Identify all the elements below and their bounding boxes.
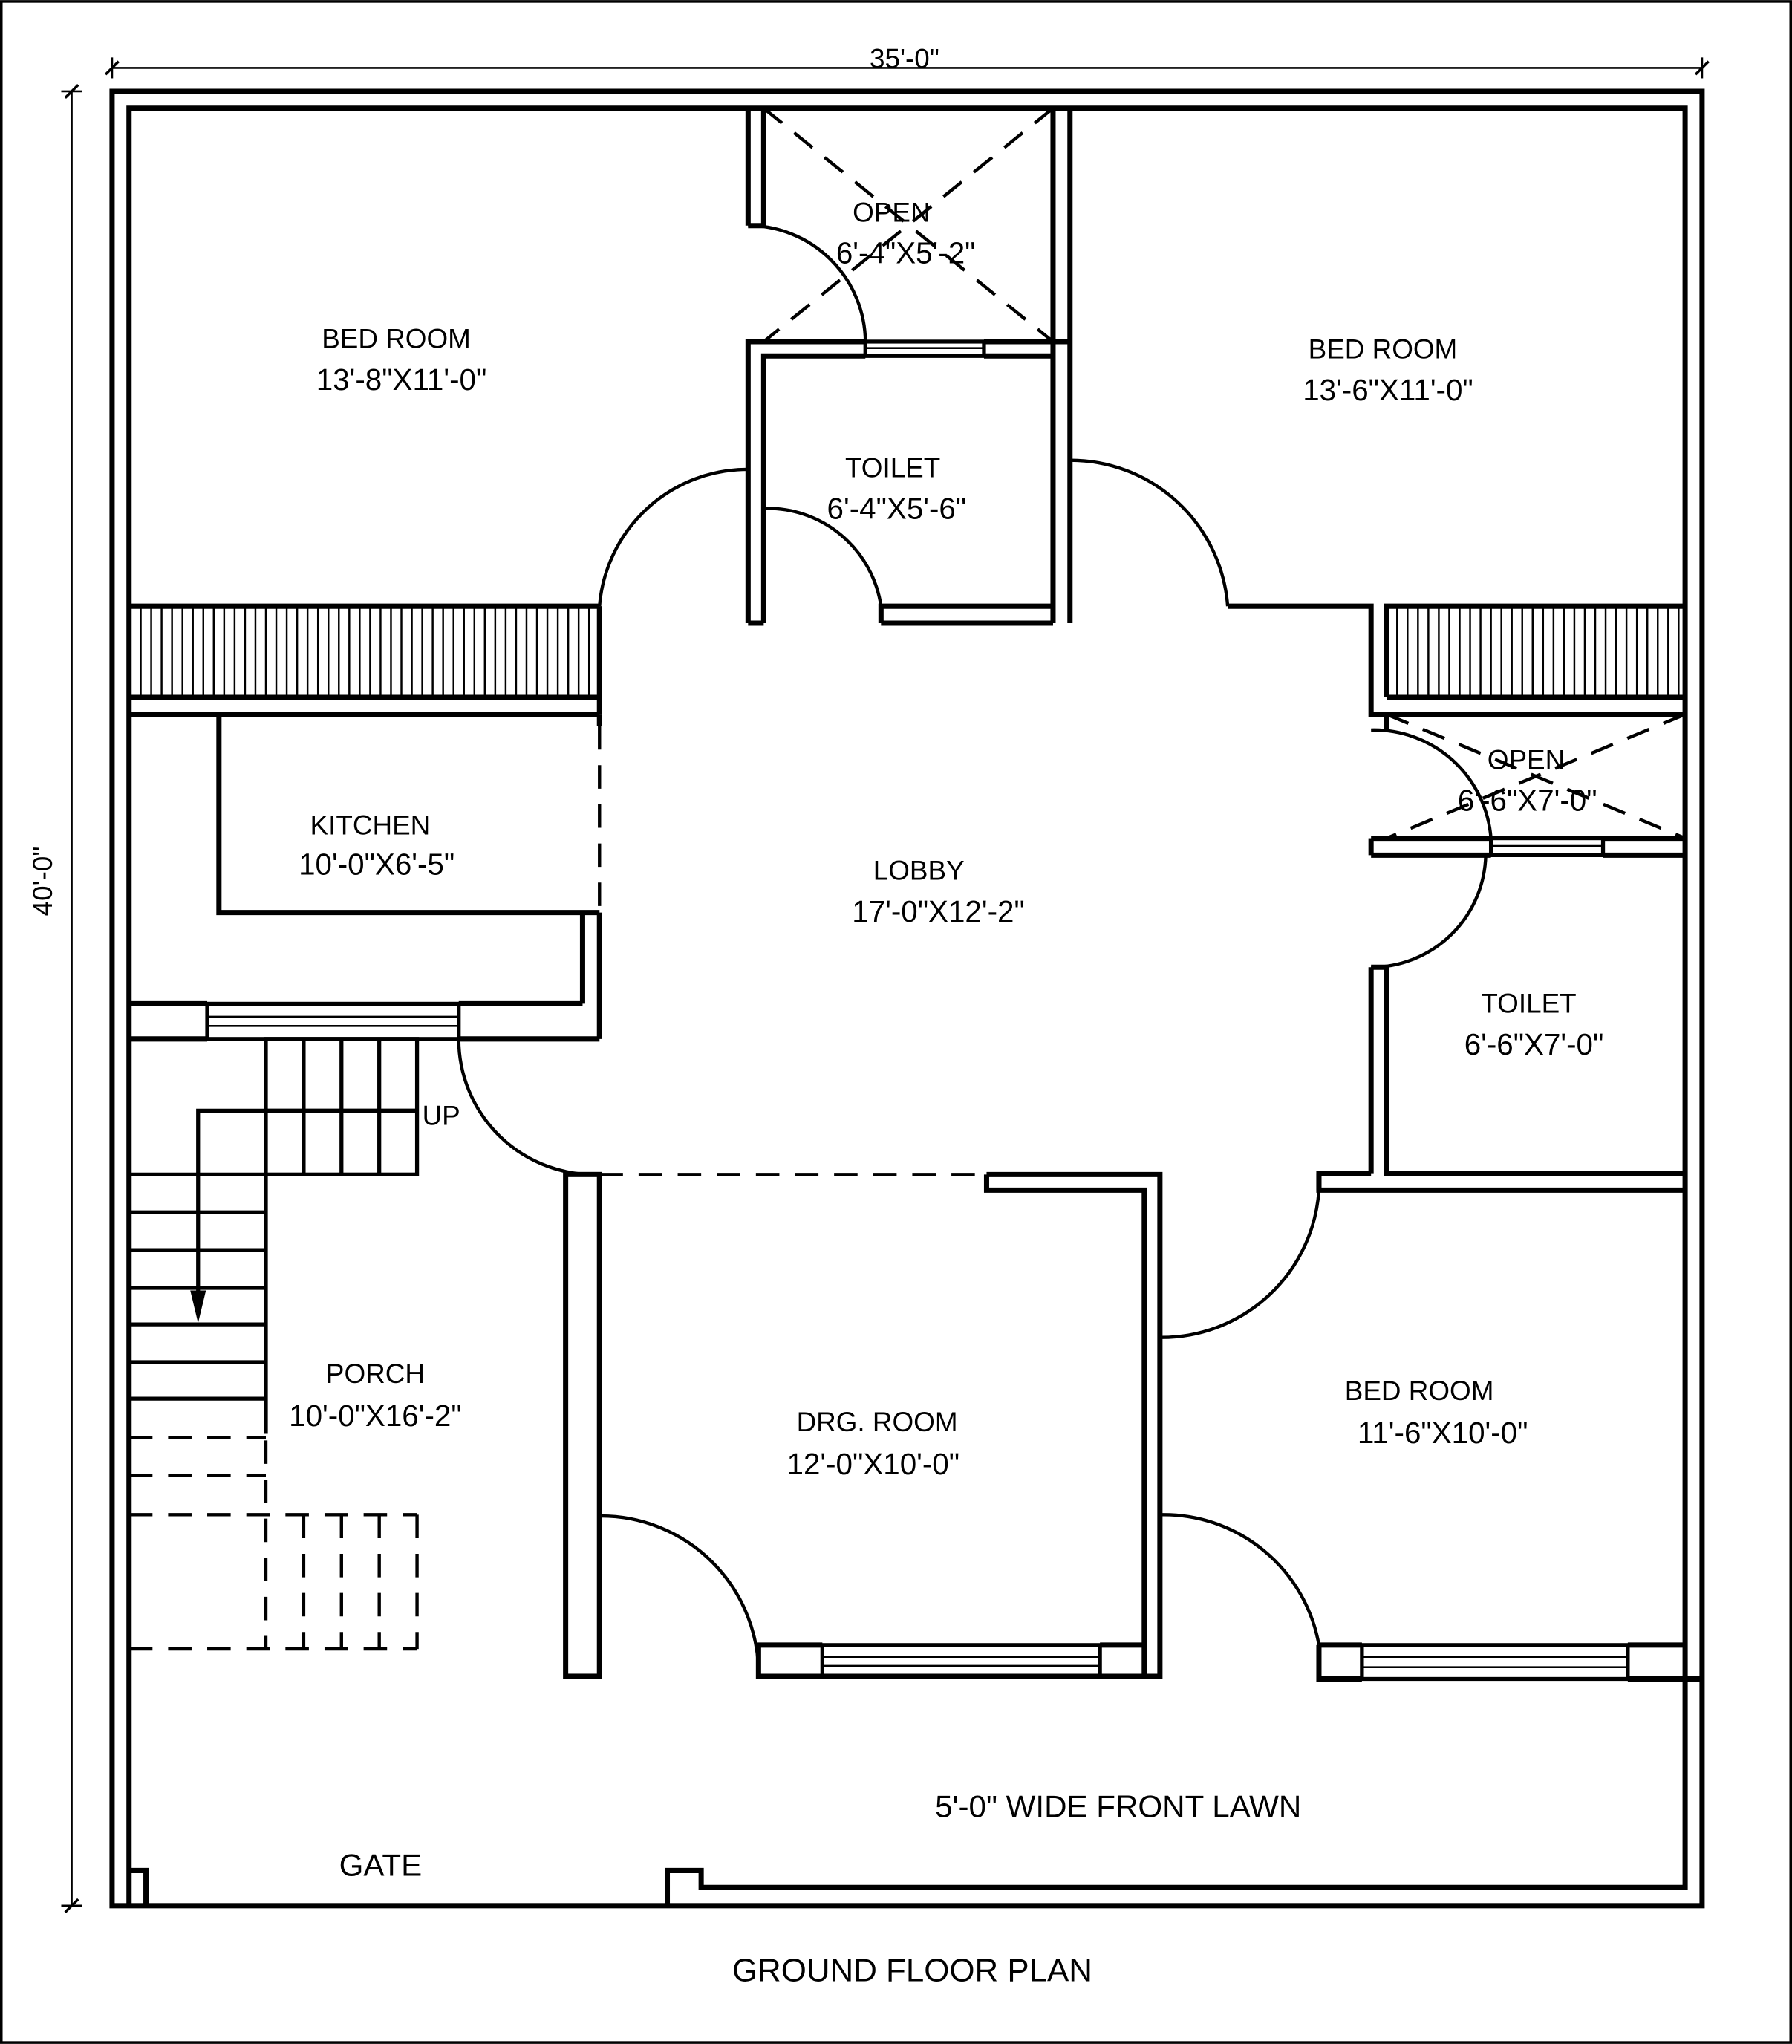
open-court-n-name: OPEN (853, 197, 931, 228)
open-court-e-name: OPEN (1487, 744, 1565, 775)
lobby-size: 17'-0"X12'-2" (852, 894, 1025, 928)
open-court-n-walls (748, 108, 1069, 623)
gate-label: GATE (339, 1847, 423, 1883)
toilet-n-window (865, 342, 984, 356)
drawing-room-name: DRG. ROOM (796, 1407, 958, 1438)
toilet-e-name: TOILET (1481, 988, 1577, 1019)
staircase (129, 1039, 417, 1649)
lobby-name: LOBBY (873, 855, 965, 886)
drawing-room-size: 12'-0"X10'-0" (786, 1446, 960, 1481)
bedroom-se-size: 11'-6"X10'-0" (1357, 1415, 1528, 1450)
toilet-n-name: TOILET (844, 452, 941, 484)
open-court-e-size: 6'-6"X7'-0" (1457, 783, 1597, 818)
open-court-e-cross (1387, 715, 1685, 839)
bedroom-nw-size: 13'-8"X11'-0" (316, 362, 487, 397)
plan-title: GROUND FLOOR PLAN (732, 1952, 1092, 1989)
bedroom-ne-size: 13'-6"X11'-0" (1303, 372, 1473, 407)
wardrobe-ne (1397, 606, 1678, 697)
drawing-room-window (822, 1645, 1100, 1676)
bedroom-se-name: BED ROOM (1344, 1375, 1494, 1406)
bedroom-nw-name: BED ROOM (322, 323, 471, 354)
bedroom-ne-name: BED ROOM (1308, 333, 1458, 365)
porch-name: PORCH (325, 1358, 425, 1390)
door-swings (459, 226, 1491, 1676)
kitchen-window (207, 1003, 459, 1038)
depth-dimension (61, 85, 82, 1912)
overall-width-label: 35'-0" (869, 43, 939, 74)
toilet-n-size: 6'-4"X5'-6" (827, 491, 967, 526)
page-frame (1, 1, 1791, 2043)
porch-size: 10'-0"X16'-2" (289, 1399, 462, 1433)
open-court-n-size: 6'-4"X5'-2" (835, 235, 976, 270)
toilet-e-window (1491, 839, 1603, 856)
overall-depth-label: 40'-0" (27, 846, 59, 917)
kitchen-name: KITCHEN (310, 810, 431, 841)
bedroom-nw-walls (129, 606, 600, 715)
front-lawn-label: 5'-0" WIDE FRONT LAWN (935, 1788, 1302, 1824)
wardrobe-nw (141, 606, 590, 697)
stair-up-label: UP (422, 1100, 460, 1131)
toilet-e-size: 6'-6"X7'-0" (1464, 1026, 1604, 1061)
bedroom-se-window (1362, 1645, 1628, 1679)
kitchen-size: 10'-0"X6'-5" (299, 847, 455, 882)
